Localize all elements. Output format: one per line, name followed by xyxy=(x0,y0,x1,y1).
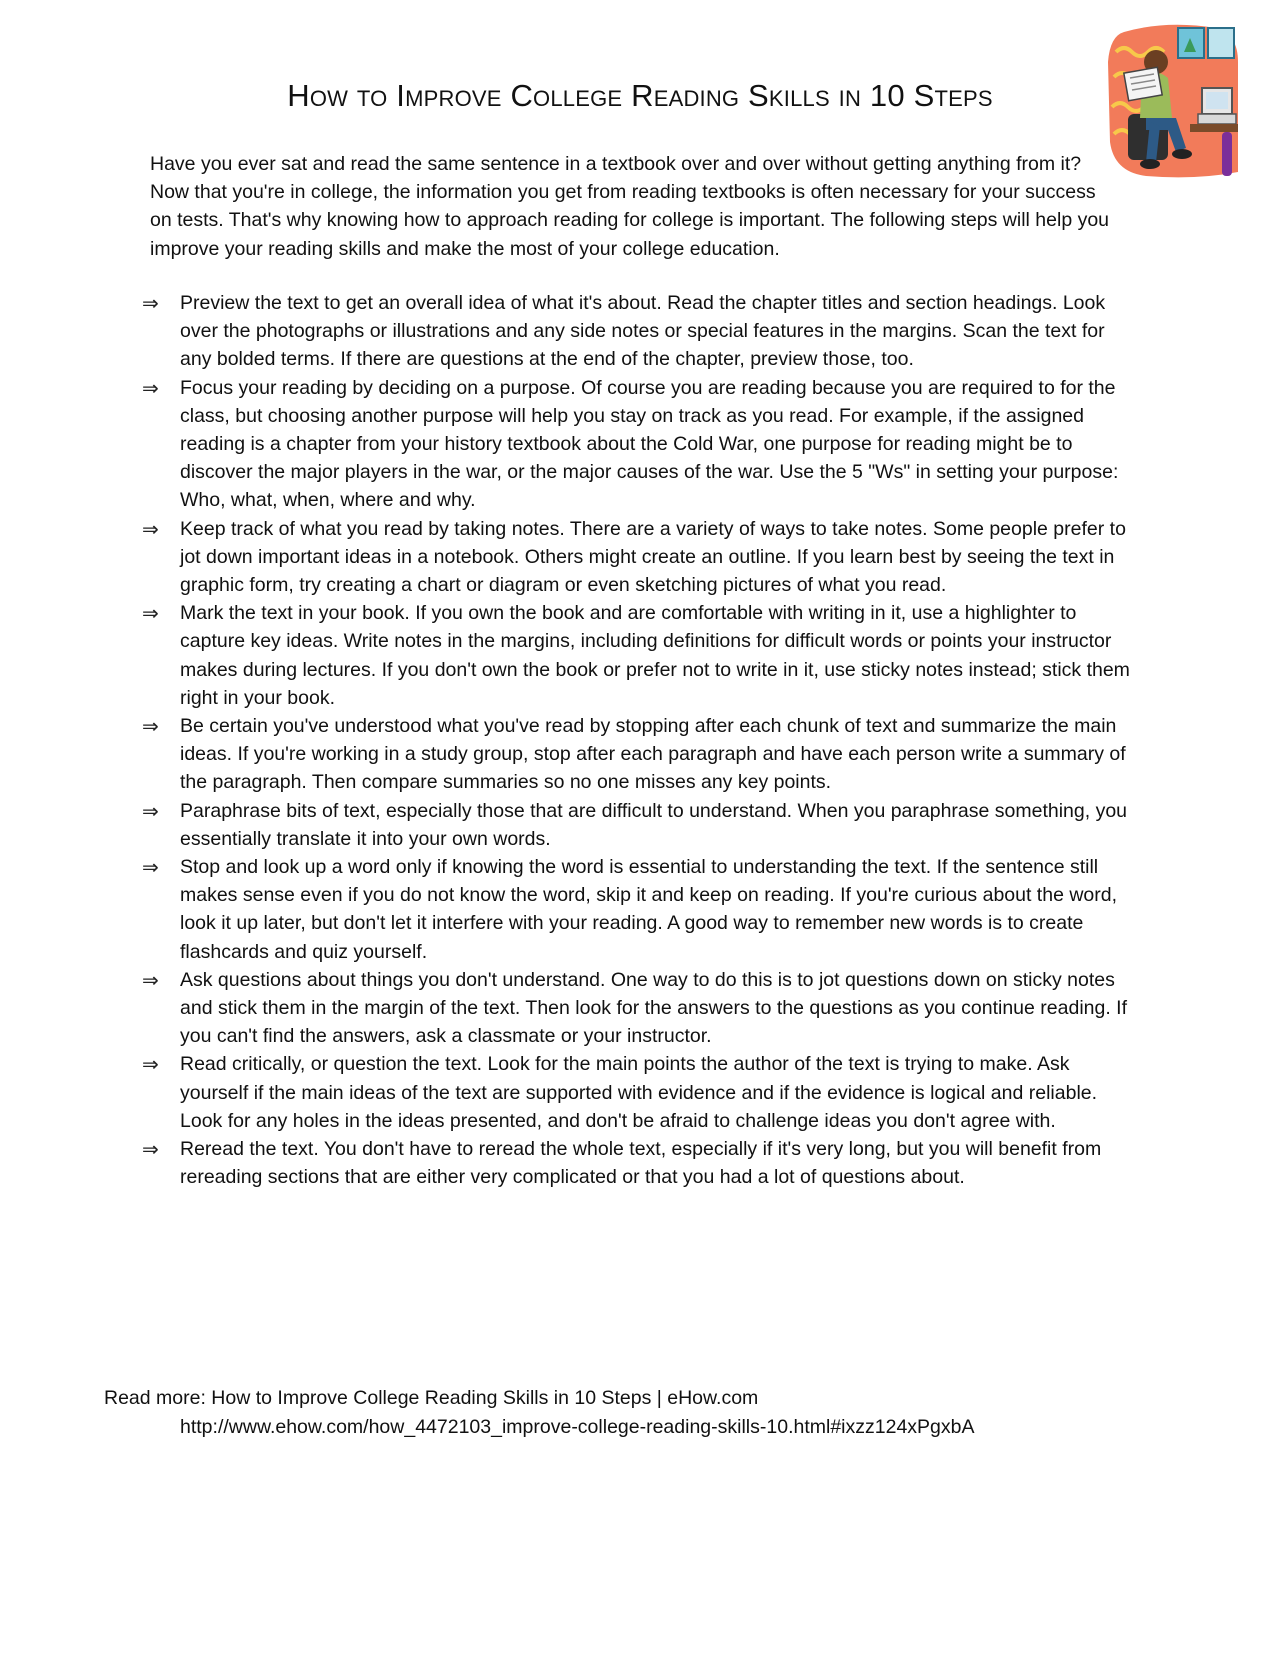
double-arrow-icon: ⇒ xyxy=(142,1137,159,1162)
footer-source xyxy=(104,1384,1204,1442)
reading-person-clipart-icon xyxy=(1106,22,1240,180)
list-item xyxy=(142,797,1132,853)
list-item xyxy=(142,289,1132,374)
double-arrow-icon: ⇒ xyxy=(142,601,159,626)
step-text: Preview the text to get an overall idea of what it's about. Read the chapter titles and section headings. Look over the photographs or illustrations and any side notes or special features in the margins. Scan the text for any bolded terms. If there are questions at the end of the chapter, preview those, too. xyxy=(180,292,1106,371)
list-item xyxy=(142,599,1132,712)
step-text: Paraphrase bits of text, especially those that are difficult to understand. When you paraphrase something, you essentially translate it into your own words. xyxy=(180,799,1128,850)
steps-list xyxy=(142,289,1132,1192)
step-text: Focus your reading by deciding on a purpose. Of course you are reading because you are required to for the class, but choosing another purpose will help you stay on track as you read. For example, if the assigned reading is a chapter from your history textbook about the Cold War, one purpose for reading might be to discover the major players in the war, or the major causes of the war. Use the 5 "Ws" in setting your purpose: Who, what, when, where and why. xyxy=(180,376,1119,512)
step-text: Be certain you've understood what you've read by stopping after each chunk of text and summarize the main ideas. If you're working in a study group, stop after each paragraph and have each person write a summary of the paragraph. Then compare summaries so no one misses any key points. xyxy=(180,715,1126,794)
step-text: Mark the text in your book. If you own the book and are comfortable with writing in it, use a highlighter to capture key ideas. Write notes in the margins, including definitions for difficult words or points your instructor makes during lectures. If you don't own the book or prefer not to write in it, use sticky notes instead; stick them right in your book. xyxy=(180,602,1130,709)
double-arrow-icon: ⇒ xyxy=(142,967,159,992)
intro-paragraph: Have you ever sat and read the same sentence in a textbook over and over without getting anything from it? Now that you're in college, the information you get from reading textbooks is often necessary for your success on tests. That's why knowing how to approach reading for college is important. The following steps will help you improve your reading skills and make the most of your college education. xyxy=(150,153,1110,260)
list-item xyxy=(142,374,1132,515)
double-arrow-icon: ⇒ xyxy=(142,375,159,400)
list-item xyxy=(142,853,1132,966)
double-arrow-icon: ⇒ xyxy=(142,855,159,880)
list-item xyxy=(142,1050,1132,1135)
source-url-link[interactable]: http://www.ehow.com/how_4472103_improve-college-reading-skills-10.html#ixzz124xPgxbA xyxy=(180,1416,975,1438)
list-item xyxy=(142,966,1132,1051)
document-title: How to Improve College Reading Skills in 10 Steps xyxy=(287,78,993,113)
read-more-text: Read more: How to Improve College Reading Skills in 10 Steps | eHow.com xyxy=(104,1387,759,1409)
step-text: Keep track of what you read by taking notes. There are a variety of ways to take notes. Some people prefer to jot down important ideas in a notebook. Others might create an outline. If you learn best by seeing the text in graphic form, try creating a chart or diagram or even sketching pictures of what you read. xyxy=(180,517,1126,597)
list-item xyxy=(142,1135,1132,1191)
list-item xyxy=(142,712,1132,797)
step-text: Stop and look up a word only if knowing the word is essential to understanding the text. If the sentence still makes sense even if you do not know the word, skip it and keep on reading. If you're curious about the word, look it up later, but don't let it interfere with your reading. A good way to remember new words is to create flashcards and quiz yourself. xyxy=(180,856,1118,963)
step-text: Reread the text. You don't have to reread the whole text, especially if it's very long, but you will benefit from rereading sections that are either very complicated or that you had a lot of questions about. xyxy=(180,1138,1102,1189)
step-text: Read critically, or question the text. Look for the main points the author of the text is trying to make. Ask yourself if the main ideas of the text are supported with evidence and if the evidence is logical and reliable. Look for any holes in the ideas presented, and don't be afraid to challenge ideas you don't agree with. xyxy=(180,1053,1098,1132)
list-item xyxy=(142,515,1132,600)
double-arrow-icon: ⇒ xyxy=(142,291,159,315)
step-text: Ask questions about things you don't understand. One way to do this is to jot questions down on sticky notes and stick them in the margin of the text. Then look for the answers to the questions as you continue reading. If you can't find the answers, ask a classmate or your instructor. xyxy=(180,968,1128,1048)
double-arrow-icon: ⇒ xyxy=(142,714,159,739)
double-arrow-icon: ⇒ xyxy=(142,516,159,541)
double-arrow-icon: ⇒ xyxy=(142,798,159,823)
double-arrow-icon: ⇒ xyxy=(142,1052,159,1077)
